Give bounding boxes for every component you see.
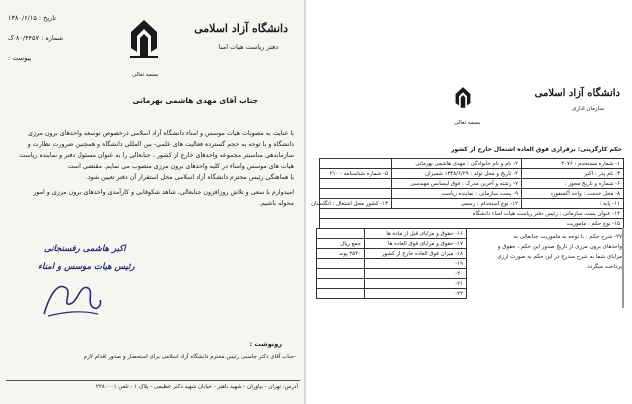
salutation: جناب آقای مهدی هاشمی بهرمانی bbox=[132, 96, 258, 105]
table-row bbox=[320, 169, 624, 179]
salary-header: جمع ریال bbox=[317, 239, 365, 249]
body-line: با عنایت به مصوبات هیات موسس و امناء دانشگاه آزاد اسلامی درخصوص توسعه واحدهای برون مرزی bbox=[28, 130, 294, 137]
table-cell: ۲۰- bbox=[365, 269, 467, 279]
table-cell: ۱۶- حقوق و مزایای قبل از ماده ها bbox=[365, 229, 467, 239]
body-line: محوله باشیم. bbox=[258, 200, 294, 207]
personnel-info-table bbox=[311, 158, 624, 229]
appointment-letter bbox=[0, 0, 306, 404]
table-cell: ۲۵۲۰ پوند bbox=[317, 249, 365, 259]
salary-table bbox=[316, 228, 467, 299]
table-row bbox=[317, 229, 467, 239]
university-name: دانشگاه آزاد اسلامی bbox=[194, 22, 288, 35]
table-cell: ۴- تاریخ و محل تولد : ۱۳۴۸/۶/۲۹ شمیران bbox=[392, 169, 522, 179]
table-cell bbox=[317, 259, 365, 269]
handwritten-signature-icon bbox=[36, 274, 106, 322]
table-cell: ۷- رشته و آخرین مدرک : فوق لیسانس مهندسی bbox=[392, 179, 522, 189]
table-cell: ۱۳- کشور محل اشتغال : انگلستان bbox=[320, 199, 392, 209]
employment-order bbox=[306, 0, 632, 404]
table-cell: ۸- محل خدمت : واحد آکسفورد bbox=[522, 189, 624, 199]
body-line: دانشگاه و با توجه به حجم گسترده فعالیت های علمی- بین المللی دانشگاه و همچنین ضرورت نظارت و bbox=[27, 141, 294, 148]
margin-rule bbox=[622, 228, 624, 308]
table-cell bbox=[317, 289, 365, 299]
table-cell bbox=[317, 229, 365, 239]
table-cell bbox=[317, 279, 365, 289]
order-university-logo-icon bbox=[452, 86, 474, 110]
description-line: مزایای شما به شرح مندرج در این حکم به صورت ارزی bbox=[497, 254, 622, 260]
order-description bbox=[474, 232, 622, 272]
order-caption: بسمه تعالی bbox=[454, 120, 481, 126]
copy-label: رونوشت : bbox=[249, 340, 282, 348]
body-line: سازماندهی مناسبتر مجموعه واحدهای خارج از کشور ، جنابعالی را به عنوان مسئول دفتر و نماینده ریاست bbox=[19, 152, 294, 159]
table-row bbox=[320, 199, 624, 209]
letter-body bbox=[14, 128, 294, 209]
table-row bbox=[317, 249, 467, 259]
table-cell: ۱۱- پایه : bbox=[522, 199, 624, 209]
footer-rule bbox=[6, 380, 300, 381]
table-cell bbox=[320, 159, 392, 169]
table-row bbox=[317, 279, 467, 289]
table-cell bbox=[317, 269, 365, 279]
table-cell: ۱۵- نوع حکم : ماموریت bbox=[320, 219, 624, 229]
letter-number: شماره : ۸۰/۴۴۵۷ ک bbox=[8, 34, 64, 42]
body-line: هیات های موسس وامناء در کلیه واحدهای برون مرزی منصوب می نمایم. مقتضی است bbox=[67, 163, 294, 170]
description-line: پرداخت میگردد. bbox=[585, 264, 622, 270]
footer-address: آدرس: تهران - نیاوران - شهید باهنر - خیابان شهید دکتر عظیمی - پلاک ۱ - تلفن ۲۲۸۰۰۰۱ bbox=[95, 384, 298, 390]
table-cell: ۱۲- نوع استخدام : رسمی bbox=[392, 199, 522, 209]
table-row bbox=[320, 209, 624, 219]
signature-title: رئیس هیات موسس و امناء bbox=[38, 262, 135, 272]
table-cell: ۵- شماره شناسنامه : ۲۱۰ bbox=[320, 169, 392, 179]
table-cell: ۱- شماره مستخدم : ۲۰۷۶ bbox=[522, 159, 624, 169]
table-row bbox=[317, 289, 467, 299]
table-row bbox=[317, 239, 467, 249]
table-cell bbox=[320, 179, 392, 189]
letter-attachment: پیوست : bbox=[8, 54, 32, 62]
order-unit-label: سازمان اداری bbox=[572, 106, 604, 112]
table-row bbox=[320, 189, 624, 199]
office-name: دفتر ریاست هیات امنا bbox=[218, 43, 278, 51]
letter-date: تاریخ : ۱۳۸۰/۶/۱۵ bbox=[8, 14, 57, 22]
description-line: واحدهای برون مرزی از تاریخ صدور این حکم ، حقوق و bbox=[497, 244, 622, 250]
table-cell: ۱۹- bbox=[365, 259, 467, 269]
table-cell: ۶- شماره و تاریخ مجوز : bbox=[522, 179, 624, 189]
table-cell: ۳- نام پدر : اکبر bbox=[522, 169, 624, 179]
description-line: ۲۷- شرح حکم : با توجه به ماموریت جنابعالی به bbox=[513, 234, 622, 240]
body-line: امیدوارم با سعی و تلاش روزافزون جنابعالی، شاهد شکوفایی و کارآمدی واحدهای برون مرزی و امور bbox=[33, 189, 294, 196]
university-logo-icon bbox=[126, 18, 162, 60]
table-row bbox=[320, 159, 624, 169]
copy-line: -جناب آقای دکتر جاسبی رئیس محترم دانشگاه آزاد اسلامی برای استحضار و صدور اقدام لازم bbox=[83, 354, 296, 360]
table-cell: ۲۱- bbox=[365, 279, 467, 289]
body-line: با هماهنگی رئیس محترم دانشگاه آزاد اسلامی محل استقرار آن دفتر تعیین شود. bbox=[85, 174, 294, 181]
table-cell: ۱۷- حقوق و مزایای فوق العاده ها bbox=[365, 239, 467, 249]
table-cell: ۹- پست سازمانی : نماینده ریاست bbox=[392, 189, 522, 199]
signature-name: اکبر هاشمی رفسنجانی bbox=[44, 244, 126, 254]
table-row bbox=[320, 179, 624, 189]
table-cell bbox=[320, 189, 392, 199]
table-cell: ۱۴- عنوان پست سازمانی : رئیس دفتر ریاست هیات امناء دانشگاه bbox=[320, 209, 624, 219]
table-cell: ۱۸- میزان فوق العاده خارج از کشور bbox=[365, 249, 467, 259]
header-caption: بسمه تعالی bbox=[132, 72, 159, 78]
table-cell: ۲۲- bbox=[365, 289, 467, 299]
order-university-name: دانشگاه آزاد اسلامی bbox=[534, 88, 620, 99]
table-row bbox=[317, 269, 467, 279]
order-title: حکم کارگزینی: برقراری فوق العاده اشتغال خارج از کشور bbox=[450, 146, 622, 153]
table-cell: ۲- نام و نام خانوادگی : مهدی هاشمی بهرمانی bbox=[392, 159, 522, 169]
table-row bbox=[317, 259, 467, 269]
table-row bbox=[320, 219, 624, 229]
